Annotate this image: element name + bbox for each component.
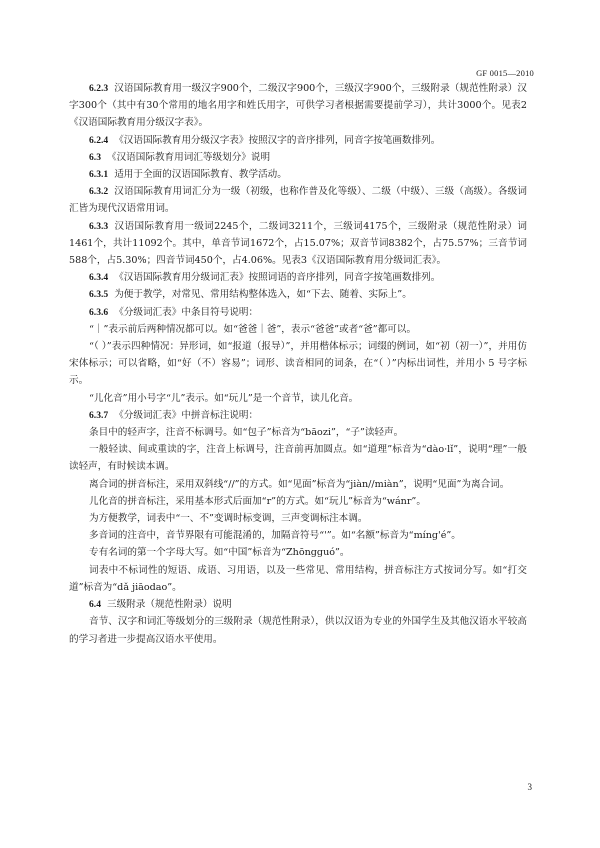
paragraph-text: 适用于全面的汉语国际教育、教学活动。	[114, 169, 287, 181]
paragraph-6-3-1	[69, 166, 527, 183]
paragraph-phrases	[69, 562, 527, 596]
paragraph-tone-sandhi	[69, 510, 527, 527]
paragraph-6-3-4	[69, 269, 527, 286]
paragraph-text: “｜”表示前后两种情况都可以。如“爸爸｜爸”，表示“爸爸”或者“爸”都可以。	[89, 323, 417, 335]
heading-6-4	[69, 596, 527, 613]
paragraph-6-3-6	[69, 304, 527, 321]
paragraph-syllable-separator	[69, 527, 527, 544]
paragraph-text: 专有名词的第一个字母大写。如“中国”标音为“Zhōngguó”。	[89, 547, 350, 559]
paragraph-text: 一般轻读、间或重读的字，注音上标调号，注音前再加圆点。如“道理”标音为“dào·lǐ”，说明“理”一般读轻声，有时候读本调。	[69, 444, 527, 473]
paragraph-text: 词表中不标词性的短语、成语、习用语，以及一些常见、常用结构，拼音标注方式按词分写。如“打交道”标音为“dǎ jiāodao”。	[69, 564, 527, 593]
section-number: 6.3.4	[89, 272, 109, 284]
paragraph-text: 离合词的拼音标注，采用双斜线“//”的方式。如“见面”标音为“jiàn//miàn”，说明“见面”为离合词。	[89, 478, 510, 490]
paragraph-appendix	[69, 613, 527, 647]
paragraph-6-3-3	[69, 218, 527, 270]
paragraph-text: 汉语国际教育用一级汉字900个，二级汉字900个，三级汉字900个，三级附录（规范性附录）汉字300个（其中有30个常用的地名用字和姓氏用字，可供学习者根据需要提前学习），共计3000个。见表2《汉语国际教育用分级汉字表》。	[69, 83, 527, 129]
heading-6-3	[69, 149, 527, 166]
paragraph-neutral-tone	[69, 424, 527, 441]
paragraph-light-stress	[69, 441, 527, 475]
heading-text: 三级附录（规范性附录）说明	[107, 599, 232, 611]
section-number: 6.3.6	[89, 306, 109, 318]
paragraph-text: 汉语国际教育用词汇分为一级（初级，也称作普及化等级）、二级（中级）、三级（高级）。各级词汇皆为现代汉语常用词。	[69, 186, 527, 215]
section-number: 6.3.1	[89, 169, 109, 181]
heading-text: 《汉语国际教育用词汇等级划分》说明	[107, 151, 271, 163]
section-number: 6.2.4	[89, 134, 109, 146]
paragraph-text: 为便于教学，对常见、常用结构整体选入，如“下去、随着、实际上”。	[114, 289, 412, 301]
paragraph-erhua-pinyin	[69, 493, 527, 510]
section-number: 6.3.7	[89, 409, 109, 421]
paragraph-text: 音节、汉字和词汇等级划分的三级附录（规范性附录），供以汉语为专业的外国学生及其他汉语水平较高的学习者进一步提高汉语水平使用。	[69, 616, 527, 645]
paragraph-erhua	[69, 390, 527, 407]
section-number: 6.3.2	[89, 186, 109, 198]
paragraph-text: 汉语国际教育用一级词2245个，二级词3211个，三级词4175个，三级附录（规范性附录）词1461个，共计11092个。其中，单音节词1672个，占15.07%；双音节词8382个，占75.57%；三音节词588个，占5.30%；四音节词450个，占4.06%。见表3《汉语国际教育用分级词汇表》。	[69, 220, 527, 267]
paragraph-6-2-3	[69, 80, 527, 132]
paragraph-text: 多音词的注音中，音节界限有可能混淆的，加隔音符号“'”。如“名额”标音为“míng'é”。	[89, 530, 461, 542]
paragraph-6-3-7	[69, 407, 527, 424]
paragraph-text: 为方便教学，词表中“一、不”变调时标变调，三声变调标注本调。	[89, 513, 368, 525]
paragraph-text: 《汉语国际教育用分级汉字表》按照汉字的音序排列，同音字按笔画数排列。	[114, 134, 441, 146]
paragraph-separable-words	[69, 476, 527, 493]
document-code: GF 0015—2010	[476, 68, 534, 78]
page-number: 3	[527, 782, 532, 792]
paragraph-text: 《分级词汇表》中条目符号说明：	[114, 306, 259, 318]
paragraph-text: 条目中的轻声字，注音不标调号。如“包子”标音为“bāozi”，“子”读轻声。	[89, 427, 404, 439]
document-body	[69, 80, 527, 648]
paragraph-text: “儿化音”用小号字“儿”表示。如“玩儿”是一个音节，读儿化音。	[89, 392, 359, 404]
section-number: 6.2.3	[89, 83, 109, 94]
paragraph-symbol-parens	[69, 338, 527, 390]
paragraph-symbol-bar	[69, 321, 527, 338]
section-number: 6.3	[89, 151, 101, 163]
paragraph-text: 儿化音的拼音标注，采用基本形式后面加“r”的方式。如“玩儿”标音为“wánr”。	[89, 495, 426, 507]
paragraph-text: 《分级词汇表》中拼音标注说明：	[114, 409, 259, 421]
paragraph-6-3-2	[69, 183, 527, 217]
section-number: 6.4	[89, 599, 101, 611]
section-number: 6.3.5	[89, 289, 109, 301]
paragraph-proper-nouns	[69, 544, 527, 561]
paragraph-6-3-5	[69, 286, 527, 303]
paragraph-6-2-4	[69, 132, 527, 149]
paragraph-text: 《汉语国际教育用分级词汇表》按照词语的音序排列，同音字按笔画数排列。	[114, 272, 441, 284]
paragraph-text: “（ ）”表示四种情况：异形词，如“报道（报导）”，并用楷体标示；词缀的例词，如“初（初一）”，并用仿宋体标示；可以省略，如“好（不）容易”；词形、读音相同的词条，在“（ ）”内标出词性，并用小 5 号字标示。	[69, 341, 527, 387]
section-number: 6.3.3	[89, 220, 109, 232]
